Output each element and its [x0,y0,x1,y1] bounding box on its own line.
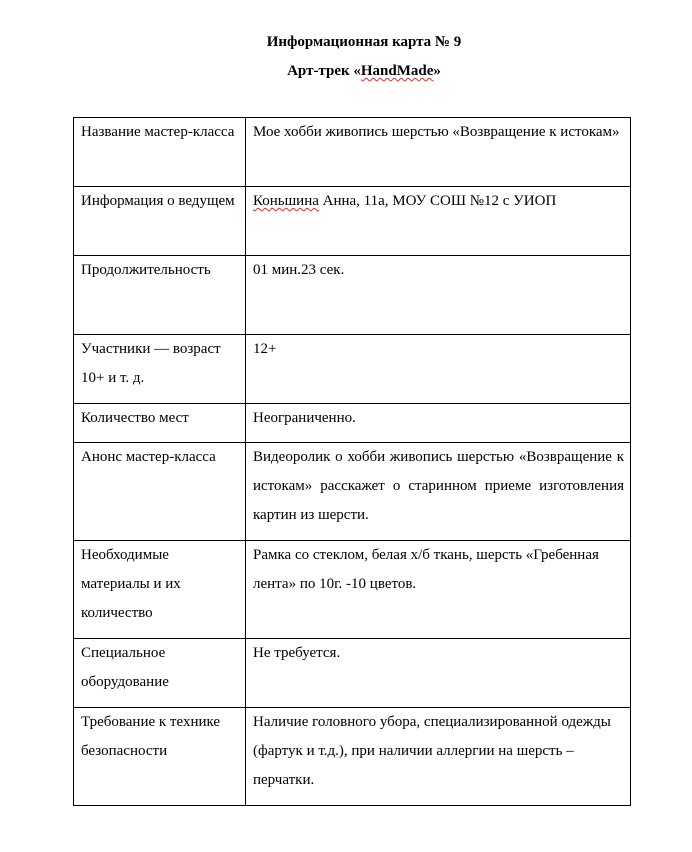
row-label-host-info: Информация о ведущем [74,187,246,256]
row-label-seats: Количество мест [74,404,246,443]
row-value-safety: Наличие головного убора, специализированной одежды (фартук и т.д.), при наличии аллергии на шерсть – перчатки. [246,708,631,806]
card-subtitle [18,62,692,80]
card-title-text: Информационная карта № 9 [266,34,462,50]
info-card-table [73,117,631,806]
row-value-masterclass-name: Мое хобби живопись шерстью «Возвращение к истокам» [246,118,631,187]
table-row [74,404,631,443]
row-value-announcement: Видеоролик о хобби живопись шерстью «Возвращение к истокам» расскажет о старинном приеме изготовления картин из шерсти. [246,443,631,541]
subtitle-suffix: » [433,63,441,79]
row-value-seats: Неограниченно. [246,404,631,443]
table-row [74,187,631,256]
row-label-equipment: Специальное оборудование [74,639,246,708]
row-label-duration: Продолжительность [74,256,246,335]
row-label-materials: Необходимые материалы и их количество [74,541,246,639]
table-row [74,443,631,541]
table-row [74,541,631,639]
row-value-duration: 01 мин.23 сек. [246,256,631,335]
row-label-masterclass-name: Название мастер-класса [74,118,246,187]
table-row [74,256,631,335]
subtitle-prefix: Арт-трек « [287,63,361,79]
row-label-announcement: Анонс мастер-класса [74,443,246,541]
table-row [74,118,631,187]
row-value-materials: Рамка со стеклом, белая х/б ткань, шерсть «Гребенная лента» по 10г. -10 цветов. [246,541,631,639]
card-title [18,33,692,51]
row-label-participants: Участники — возраст 10+ и т. д. [74,335,246,404]
row-value-participants: 12+ [246,335,631,404]
table-row [74,335,631,404]
host-details: Анна, 11а, МОУ СОШ №12 с УИОП [318,193,557,209]
table-row [74,639,631,708]
row-value-equipment: Не требуется. [246,639,631,708]
row-value-host-info [246,187,631,256]
table-row [74,708,631,806]
subtitle-brand: HandMade [360,63,434,79]
row-label-safety: Требование к технике безопасности [74,708,246,806]
host-surname: Коньшина [253,193,319,209]
